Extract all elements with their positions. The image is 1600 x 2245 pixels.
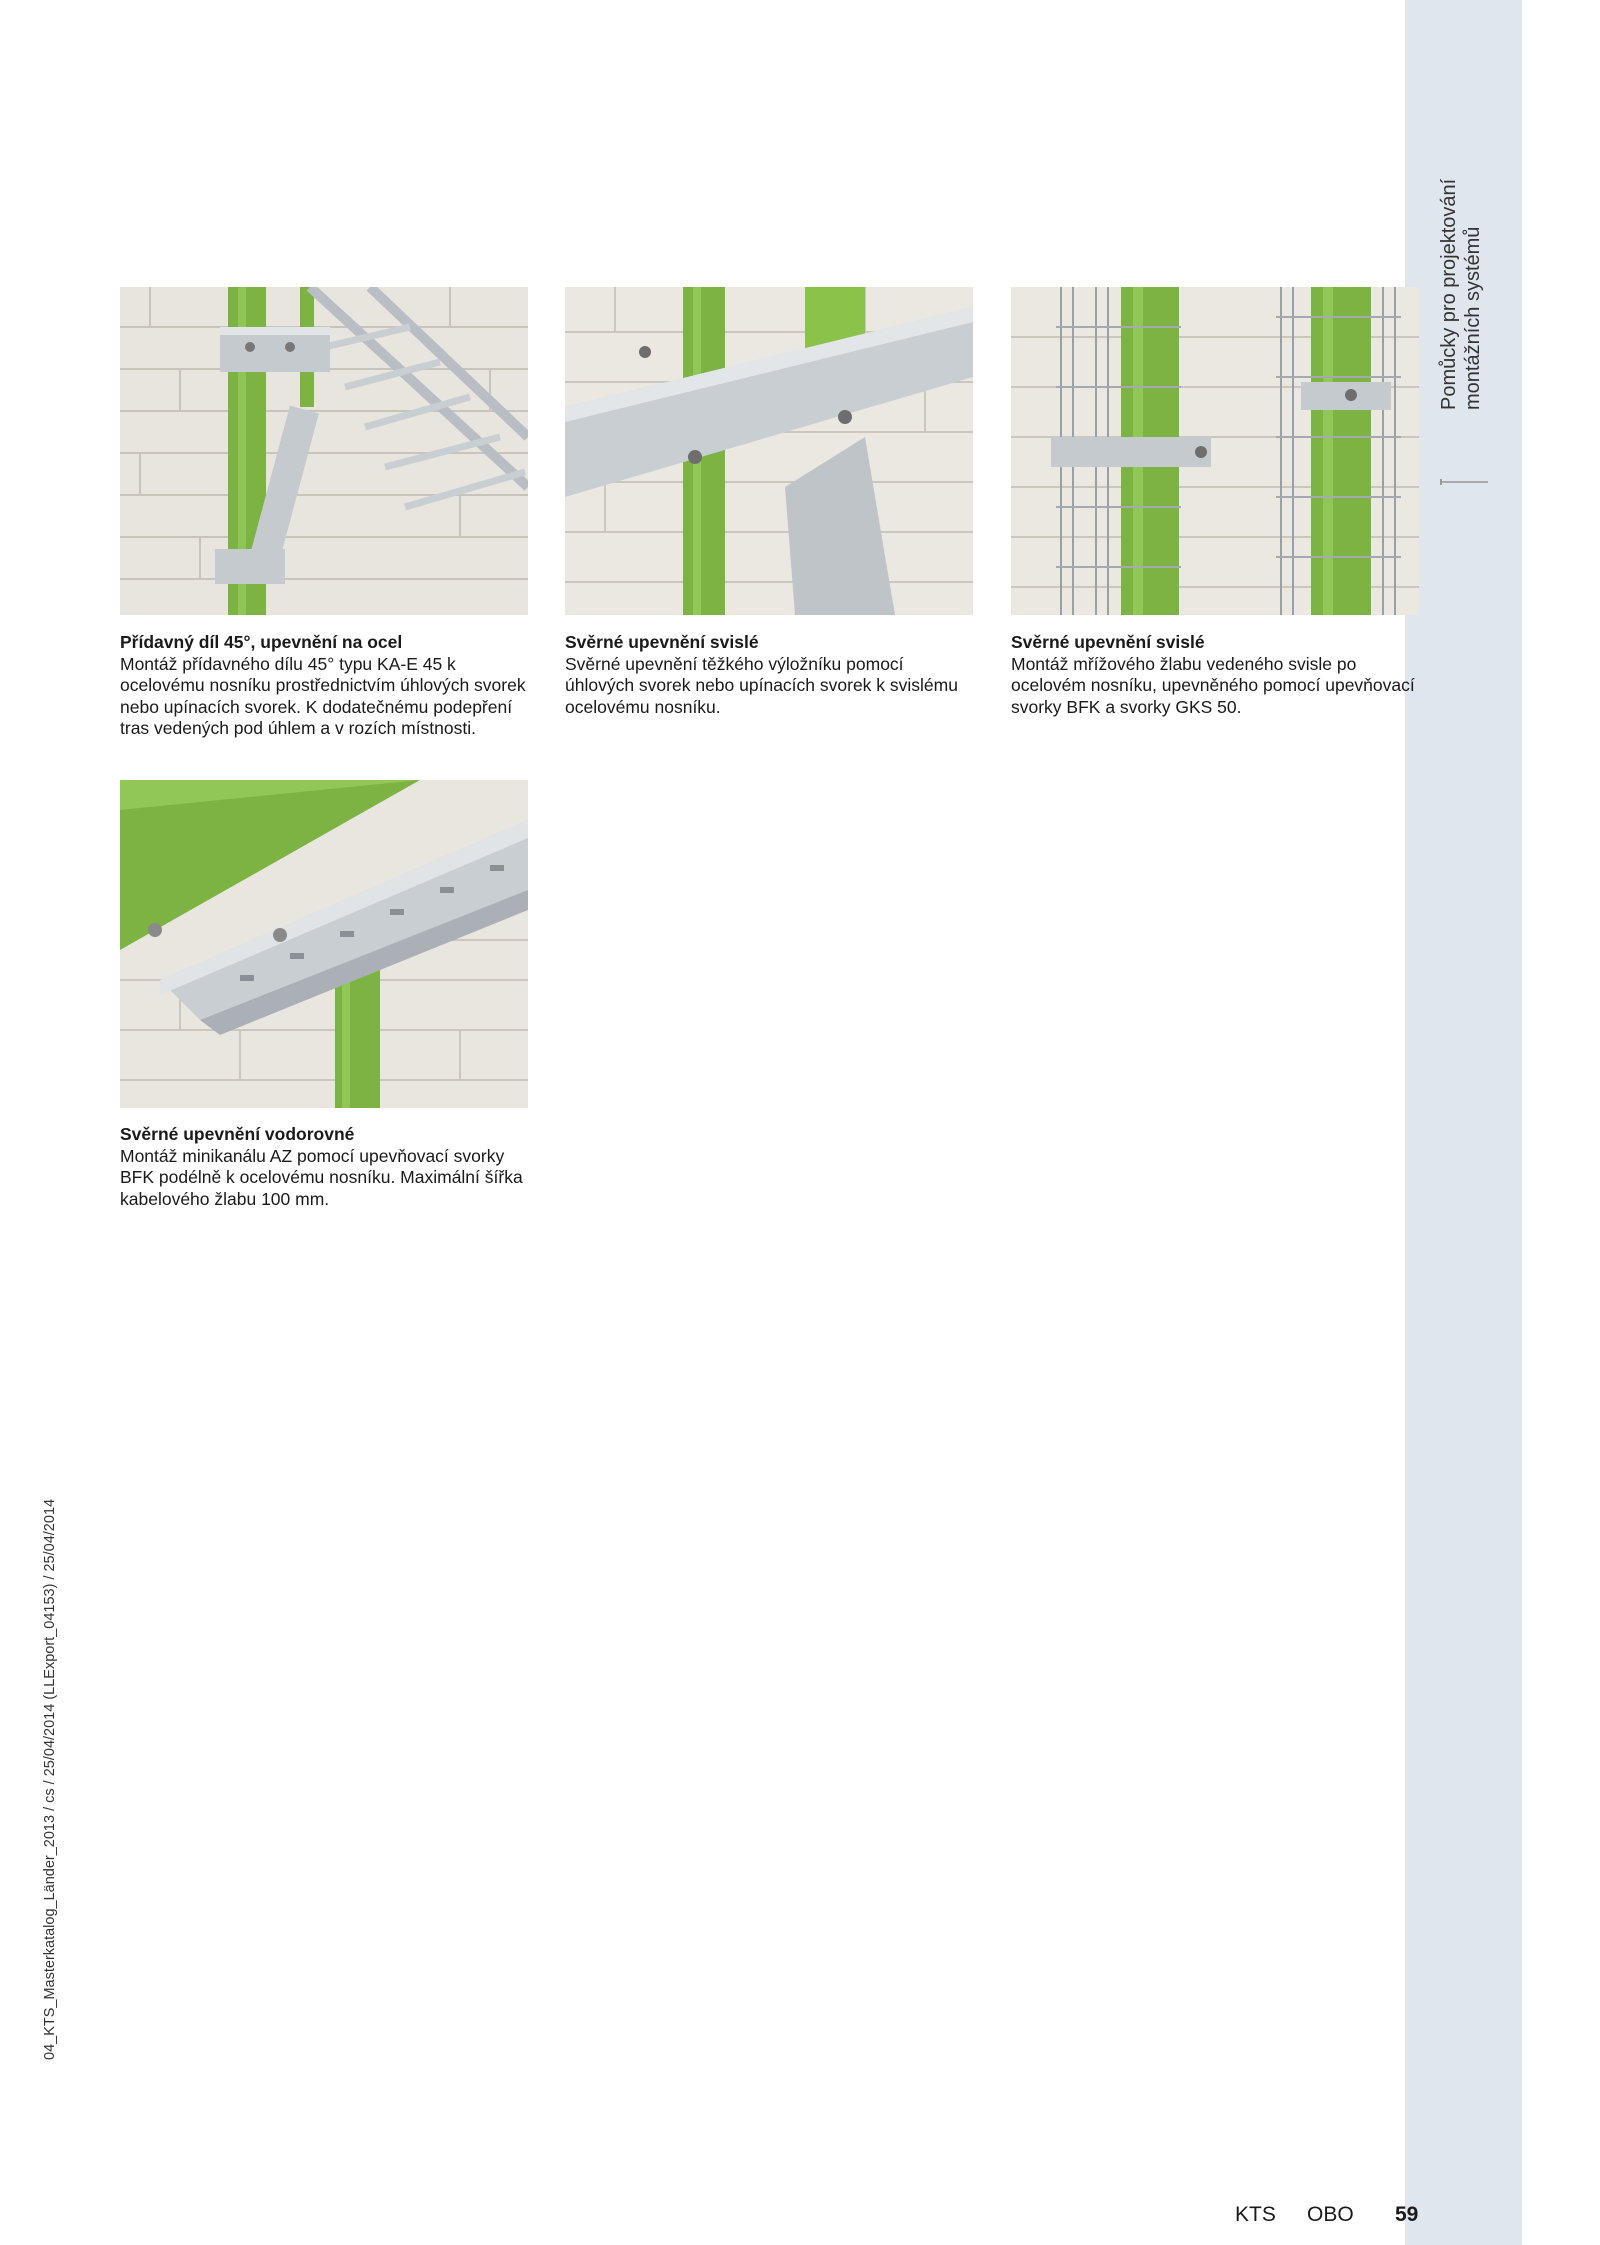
sidebar-title-line1: Pomůcky pro projektování: [1438, 178, 1460, 410]
caption-2-text: Svěrné upevnění těžkého výložníku pomocí úhlových svorek nebo upínacích svorek k svislému ocelovému nosníku.: [565, 653, 958, 717]
footer-brand: OBO: [1307, 2203, 1354, 2226]
photo-vertical-clamp-bracket: [565, 287, 973, 615]
caption-3-text: Montáž mřížového žlabu vedeného svisle po ocelovém nosníku, upevněného pomocí upevňovací svorky BFK a svorky GKS 50.: [1011, 653, 1415, 717]
footer-section: KTS: [1235, 2203, 1276, 2226]
caption-2-title: Svěrné upevnění svislé: [565, 632, 759, 652]
photo-horizontal-clamp-channel: [120, 780, 528, 1108]
sidebar-title-line2: montážních systémů: [1462, 226, 1484, 410]
caption-3-title: Svěrné upevnění svislé: [1011, 632, 1205, 652]
caption-1-title: Přídavný díl 45°, upevnění na ocel: [120, 632, 403, 652]
caption-3: [1011, 632, 1421, 718]
caption-4-text: Montáž minikanálu AZ pomocí upevňovací svorky BFK podélně k ocelovému nosníku. Maximální šířka kabelového žlabu 100 mm.: [120, 1145, 523, 1209]
page-number: 59: [1395, 2203, 1419, 2226]
caption-4: [120, 1124, 530, 1210]
document-side-note: 04_KTS_Masterkatalog_Länder_2013 / cs / 25/04/2014 (LLExport_04153) / 25/04/2014: [42, 1498, 58, 2060]
caption-2: [565, 632, 975, 718]
photo-angle-addon-45: [120, 287, 528, 615]
caption-4-title: Svěrné upevnění vodorovné: [120, 1124, 355, 1144]
sidebar-title: [1437, 110, 1485, 410]
photo-vertical-mesh-tray: [1011, 287, 1419, 615]
sidebar-marker-icon: [1440, 478, 1490, 486]
caption-1: [120, 632, 530, 740]
caption-1-text: Montáž přídavného dílu 45° typu KA-E 45 k ocelovému nosníku prostřednictvím úhlových svorek nebo upínacích svorek. K dodatečnému podepření tras vedených pod úhlem a v rozích místnosti.: [120, 653, 526, 738]
